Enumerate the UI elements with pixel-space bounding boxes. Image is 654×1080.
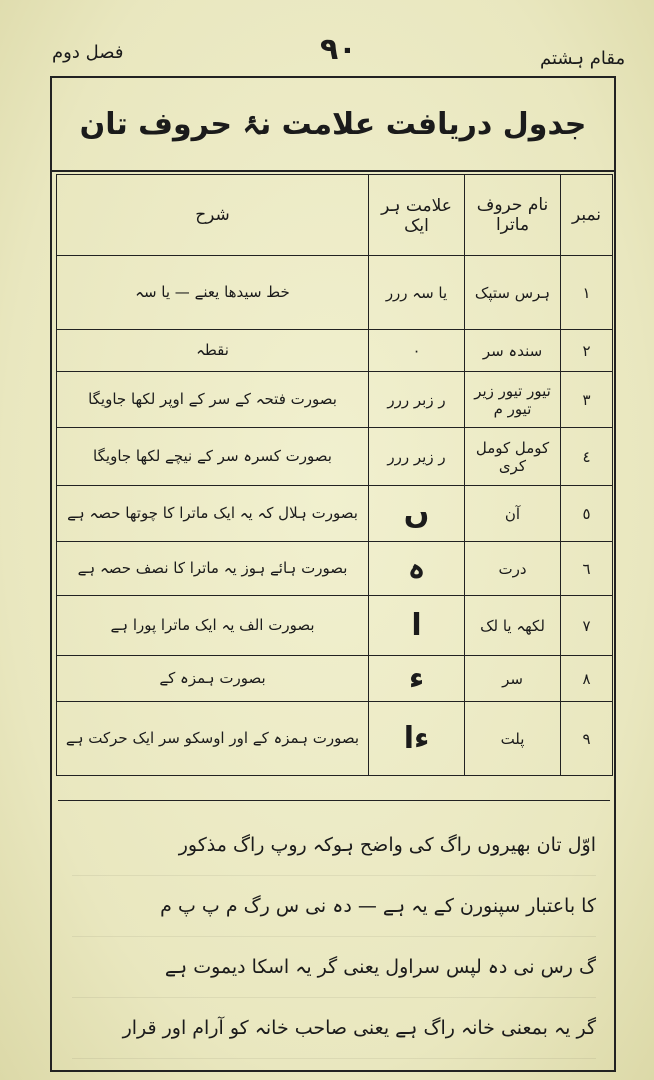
row-letter-name: سر: [465, 656, 561, 702]
row-sign: ر زیر ررر: [369, 428, 465, 486]
row-explanation: بصورت کسرہ سر کے نیچے لکھا جاویگا: [57, 428, 369, 486]
table-row: [57, 372, 613, 428]
table-row: [57, 256, 613, 330]
page-number: ۹۰: [320, 32, 357, 67]
row-explanation: نقطہ: [57, 330, 369, 372]
row-letter-name: کومل کومل کری: [465, 428, 561, 486]
chapter-label: فصل دوم: [52, 42, 124, 63]
row-explanation: بصورت فتحہ کے سر کے اوپر لکھا جاویگا: [57, 372, 369, 428]
paragraph-line: گ رس نی دہ لپس سراول یعنی گر یہ اسکا دیموت ہے: [72, 937, 596, 998]
row-sign: ء: [369, 656, 465, 702]
row-explanation: خط سیدھا یعنے — یا سہ: [57, 256, 369, 330]
row-sign: ر زبر ررر: [369, 372, 465, 428]
table-row: [57, 596, 613, 656]
paragraph-line: گر یہ بمعنی خانہ راگ ہے یعنی صاحب خانہ کو آرام اور قرار: [72, 998, 596, 1059]
row-letter-name: پلت: [465, 702, 561, 776]
row-number: ٧: [561, 596, 613, 656]
table-row: [57, 542, 613, 596]
row-explanation: بصورت ہائے ہوز یہ ماترا کا نصف حصہ ہے: [57, 542, 369, 596]
row-number: ٩: [561, 702, 613, 776]
row-letter-name: آن: [465, 486, 561, 542]
row-letter-name: لکھہ یا لک: [465, 596, 561, 656]
table-row: [57, 702, 613, 776]
row-explanation: بصورت ہمزہ کے: [57, 656, 369, 702]
row-letter-name: تیور تیور زیر تیور م: [465, 372, 561, 428]
row-number: ٣: [561, 372, 613, 428]
row-explanation: بصورت الف یہ ایک ماترا پورا ہے: [57, 596, 369, 656]
raag-paragraph: [58, 800, 610, 1070]
row-sign: ں: [369, 486, 465, 542]
row-number: ٨: [561, 656, 613, 702]
section-label: مقام ہشتم: [540, 48, 626, 69]
row-number: ٥: [561, 486, 613, 542]
row-number: ٤: [561, 428, 613, 486]
row-number: ٦: [561, 542, 613, 596]
row-sign: ا: [369, 596, 465, 656]
table-row: [57, 656, 613, 702]
table-row: [57, 486, 613, 542]
paragraph-line: اوّل تان بھیروں راگ کی واضح ہوکہ روپ راگ مذکور: [72, 815, 596, 876]
table-row: [57, 330, 613, 372]
table-title: جدول دریافت علامت نۂ حروف تان: [52, 78, 614, 172]
table-row: [57, 428, 613, 486]
row-letter-name: ہرس ستپک: [465, 256, 561, 330]
col-number: نمبر: [561, 175, 613, 256]
notation-table: [56, 174, 613, 776]
row-number: ١: [561, 256, 613, 330]
row-number: ٢: [561, 330, 613, 372]
paragraph-line: کا باعتبار سپنورن کے یہ ہے — دہ نی س رگ م پ پ م: [72, 876, 596, 937]
row-explanation: بصورت ہمزہ کے اور اوسکو سر ایک حرکت ہے: [57, 702, 369, 776]
row-explanation: بصورت ہلال کہ یہ ایک ماترا کا چوتھا حصہ ہے: [57, 486, 369, 542]
row-sign: ءا: [369, 702, 465, 776]
row-sign: ہ: [369, 542, 465, 596]
col-letter-name: نام حروف ماترا: [465, 175, 561, 256]
col-explanation: شرح: [57, 175, 369, 256]
col-sign: علامت ہر ایک: [369, 175, 465, 256]
row-sign: یا سہ ررر: [369, 256, 465, 330]
row-letter-name: درت: [465, 542, 561, 596]
row-sign: ۰: [369, 330, 465, 372]
content-frame: [50, 76, 616, 1072]
table-header-row: [57, 175, 613, 256]
row-letter-name: سندہ سر: [465, 330, 561, 372]
